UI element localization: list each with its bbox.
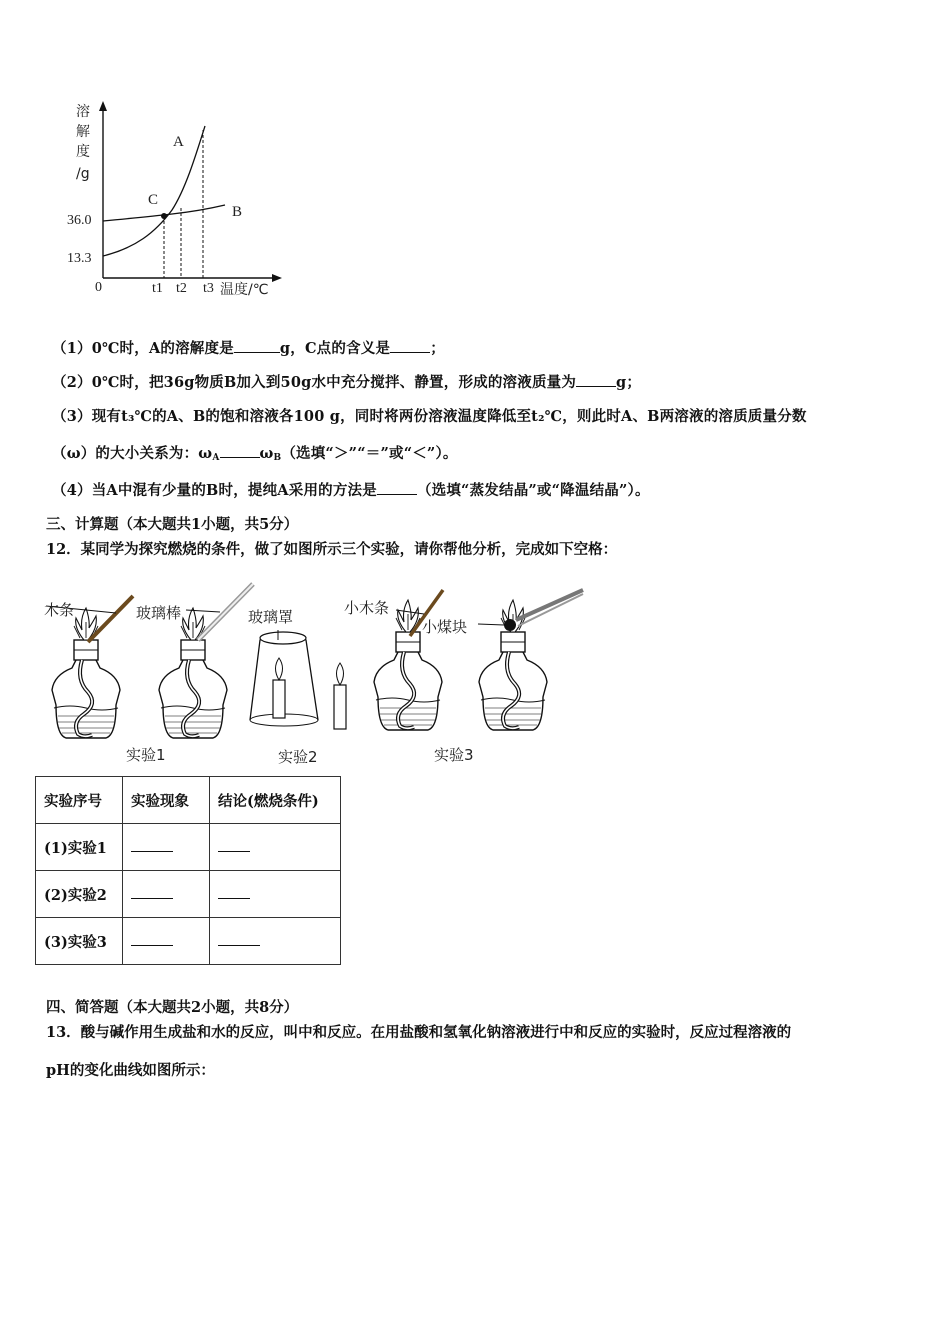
curve-label-c: C bbox=[148, 192, 159, 208]
label-glass-rod: 玻璃棒 bbox=[136, 604, 182, 622]
solubility-graph bbox=[60, 98, 290, 303]
answer-blank[interactable] bbox=[234, 340, 280, 353]
y-axis-arrow bbox=[99, 101, 107, 111]
row-label: (3)实验3 bbox=[36, 918, 123, 965]
origin-label: 0 bbox=[95, 280, 102, 295]
answer-cell[interactable] bbox=[210, 871, 341, 918]
answer-cell[interactable] bbox=[123, 824, 210, 871]
table-row bbox=[36, 824, 341, 871]
candle bbox=[273, 680, 285, 718]
x-tick: t2 bbox=[176, 281, 187, 296]
question-4: （4）当A中混有少量的B时，提纯A采用的方法是 （选填“蒸发结晶”或“降温结晶”）。 bbox=[52, 482, 650, 499]
curve-label-a: A bbox=[173, 134, 184, 150]
y-tick: 13.3 bbox=[67, 251, 92, 266]
ylabel-char: 度 bbox=[76, 144, 90, 160]
answer-blank[interactable] bbox=[218, 886, 250, 899]
table-header-row bbox=[36, 777, 341, 824]
question-12: 12．某同学为探究燃烧的条件，做了如图所示三个实验，请你帮他分析，完成如下空格： bbox=[46, 541, 618, 558]
table-row bbox=[36, 918, 341, 965]
x-axis-arrow bbox=[272, 274, 282, 282]
question-3-line1: （3）现有t₃℃的A、B的饱和溶液各100 g，同时将两份溶液温度降低至t₂℃，则此时A、B两溶液的溶质质量分数 bbox=[52, 408, 807, 425]
table-header: 结论(燃烧条件) bbox=[210, 777, 341, 824]
curve-a bbox=[103, 126, 205, 256]
alcohol-lamp bbox=[52, 608, 120, 738]
label-coal-piece: 小煤块 bbox=[422, 618, 468, 636]
answer-blank[interactable] bbox=[131, 839, 173, 852]
table-header: 实验序号 bbox=[36, 777, 123, 824]
alcohol-lamp bbox=[479, 600, 547, 730]
label-small-wooden-stick: 小木条 bbox=[344, 599, 390, 617]
table-header: 实验现象 bbox=[123, 777, 210, 824]
caption-exp1: 实验1 bbox=[126, 746, 166, 764]
coal-piece bbox=[504, 619, 516, 631]
answer-blank[interactable] bbox=[131, 886, 173, 899]
answer-blank[interactable] bbox=[390, 340, 430, 353]
question-2: （2）0℃时，把36g物质B加入到50g水中充分搅拌、静置，形成的溶液质量为 g； bbox=[52, 374, 642, 391]
y-tick: 36.0 bbox=[67, 213, 92, 228]
alcohol-lamp bbox=[159, 608, 227, 738]
caption-exp3: 实验3 bbox=[434, 746, 474, 764]
label-glass-jar: 玻璃罩 bbox=[248, 608, 294, 626]
point-c bbox=[161, 213, 167, 219]
answer-blank[interactable] bbox=[377, 482, 417, 495]
experiment-table bbox=[35, 776, 341, 965]
x-axis-label: 温度/℃ bbox=[220, 282, 269, 298]
x-tick: t3 bbox=[203, 281, 214, 296]
section-3-title: 三、计算题（本大题共1小题，共5分） bbox=[46, 516, 299, 533]
question-1: （1）0℃时，A的溶解度是 g，C点的含义是 ； bbox=[52, 340, 445, 357]
curve-label-b: B bbox=[232, 204, 243, 220]
row-label: (2)实验2 bbox=[36, 871, 123, 918]
answer-cell[interactable] bbox=[210, 824, 341, 871]
tongs bbox=[516, 590, 583, 620]
answer-cell[interactable] bbox=[123, 871, 210, 918]
ylabel-char: 溶 bbox=[76, 104, 90, 120]
ylabel-char: 解 bbox=[76, 124, 90, 140]
answer-cell[interactable] bbox=[210, 918, 341, 965]
caption-exp2: 实验2 bbox=[278, 748, 318, 766]
answer-blank[interactable] bbox=[218, 933, 260, 946]
section-4-title: 四、简答题（本大题共2小题，共8分） bbox=[46, 999, 299, 1016]
answer-blank[interactable] bbox=[220, 445, 260, 458]
question-3-line2: （ω）的大小关系为：$\omega_A$ $\omega_B$（选填“＞”“＝”或“＜”）。 bbox=[52, 445, 458, 463]
candle bbox=[334, 685, 346, 729]
row-label: (1)实验1 bbox=[36, 824, 123, 871]
answer-cell[interactable] bbox=[123, 918, 210, 965]
answer-blank[interactable] bbox=[218, 839, 250, 852]
label-wooden-stick: 木条 bbox=[44, 601, 75, 619]
x-tick: t1 bbox=[152, 281, 163, 296]
answer-blank[interactable] bbox=[576, 374, 616, 387]
answer-blank[interactable] bbox=[131, 933, 173, 946]
question-13-line1: 13．酸与碱作用生成盐和水的反应，叫中和反应。在用盐酸和氢氧化钠溶液进行中和反应的实验时，反应过程溶液的 bbox=[46, 1024, 792, 1041]
question-13-line2: pH的变化曲线如图所示： bbox=[46, 1062, 215, 1079]
ylabel-char: /g bbox=[76, 166, 90, 182]
table-row bbox=[36, 871, 341, 918]
experiment-figure bbox=[38, 580, 598, 770]
